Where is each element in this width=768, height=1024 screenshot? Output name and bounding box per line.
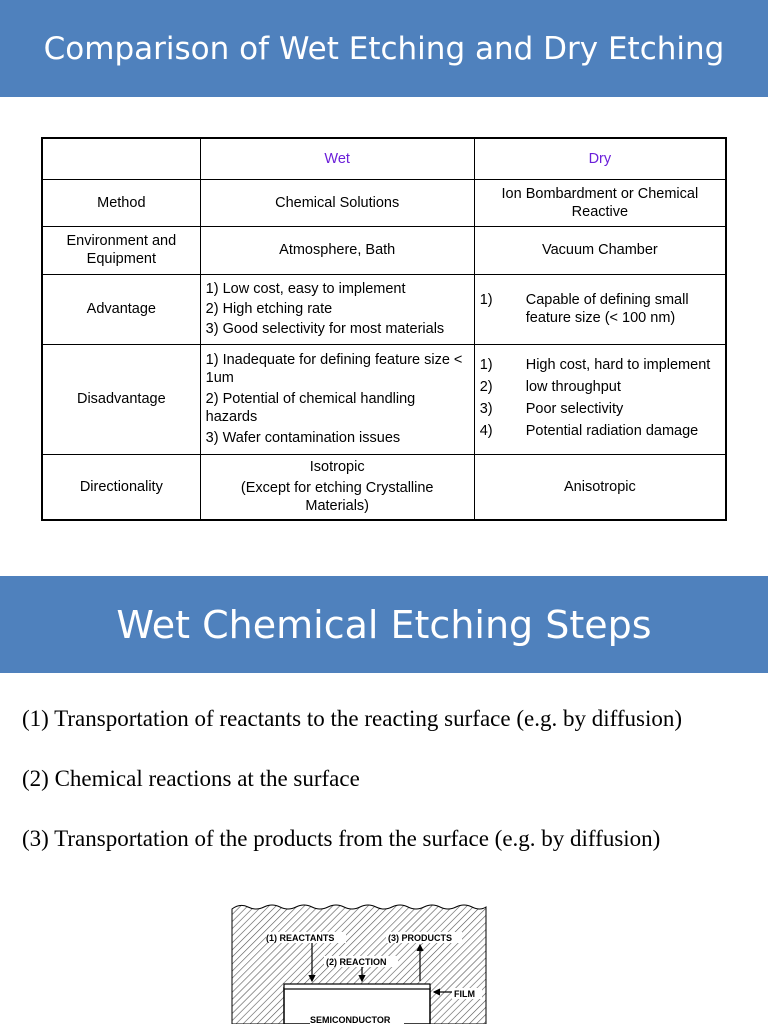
list-item: 1) Low cost, easy to implement — [205, 281, 406, 297]
item-text: Potential radiation damage — [525, 423, 699, 439]
slide2-title-banner — [0, 576, 768, 673]
dry-cell: Anisotropic — [474, 454, 726, 520]
reactants-label: (1) REACTANTS — [266, 933, 335, 943]
wet-cell: Chemical Solutions — [200, 179, 474, 226]
list-item: 2) Potential of chemical handling hazards — [205, 391, 416, 425]
step-item: (1) Transportation of reactants to the reacting surface (e.g. by diffusion) — [22, 706, 682, 731]
comparison-table — [41, 137, 727, 521]
step-item: (3) Transportation of the products from the surface (e.g. by diffusion) — [22, 826, 661, 851]
row-label: Advantage — [42, 274, 200, 344]
item-number: 1) — [479, 292, 493, 308]
slide2-title: Wet Chemical Etching Steps — [116, 602, 652, 647]
list-item: 3) Good selectivity for most materials — [205, 321, 445, 337]
item-text: High cost, hard to implement — [525, 357, 711, 373]
dry-cell: Vacuum Chamber — [474, 226, 726, 274]
wet-line: (Except for etching Crystalline Materials) — [240, 480, 434, 515]
list-item — [480, 356, 720, 374]
list-item: 1) Inadequate for defining feature size < 1um — [205, 352, 463, 386]
semiconductor-label: SEMICONDUCTOR — [310, 1015, 391, 1024]
list-item — [480, 422, 720, 440]
row-label: Environment and Equipment — [42, 226, 200, 274]
film-layer — [284, 984, 430, 989]
item-number: 3) — [479, 401, 493, 417]
header-wet: Wet — [200, 138, 474, 179]
item-text: Poor selectivity — [525, 401, 624, 417]
wet-cell — [200, 344, 474, 454]
reaction-label: (2) REACTION — [326, 957, 387, 967]
item-text: Capable of defining small feature size (< 100 nm) — [525, 292, 689, 326]
table-row-directionality — [42, 454, 726, 520]
row-label: Directionality — [42, 454, 200, 520]
table-row-disadvantage — [42, 344, 726, 454]
table-row-environment — [42, 226, 726, 274]
table-header-row — [42, 138, 726, 179]
dry-cell — [474, 344, 726, 454]
list-item — [480, 400, 720, 418]
item-number: 4) — [479, 423, 493, 439]
list-item — [480, 291, 720, 327]
etching-diagram — [230, 895, 490, 1024]
slide1-title: Comparison of Wet Etching and Dry Etching — [43, 30, 725, 67]
list-item — [480, 378, 720, 396]
slide1-title-banner — [0, 0, 768, 97]
table-row-method — [42, 179, 726, 226]
item-number: 1) — [479, 357, 493, 373]
products-label: (3) PRODUCTS — [388, 933, 453, 943]
item-number: 2) — [479, 379, 493, 395]
list-item: 2) High etching rate — [205, 301, 333, 317]
header-dry: Dry — [474, 138, 726, 179]
table-row-advantage — [42, 274, 726, 344]
row-label: Disadvantage — [42, 344, 200, 454]
wet-cell: Atmosphere, Bath — [200, 226, 474, 274]
wet-line: Isotropic — [309, 459, 365, 476]
row-label: Method — [42, 179, 200, 226]
item-text: low throughput — [525, 379, 621, 395]
wet-cell — [200, 454, 474, 520]
wet-cell — [200, 274, 474, 344]
header-empty-cell — [42, 138, 200, 179]
dry-cell: Ion Bombardment or Chemical Reactive — [474, 179, 726, 226]
dry-cell — [474, 274, 726, 344]
list-item: 3) Wafer contamination issues — [205, 430, 401, 446]
step-item: (2) Chemical reactions at the surface — [22, 766, 360, 791]
film-label: FILM — [454, 989, 475, 999]
